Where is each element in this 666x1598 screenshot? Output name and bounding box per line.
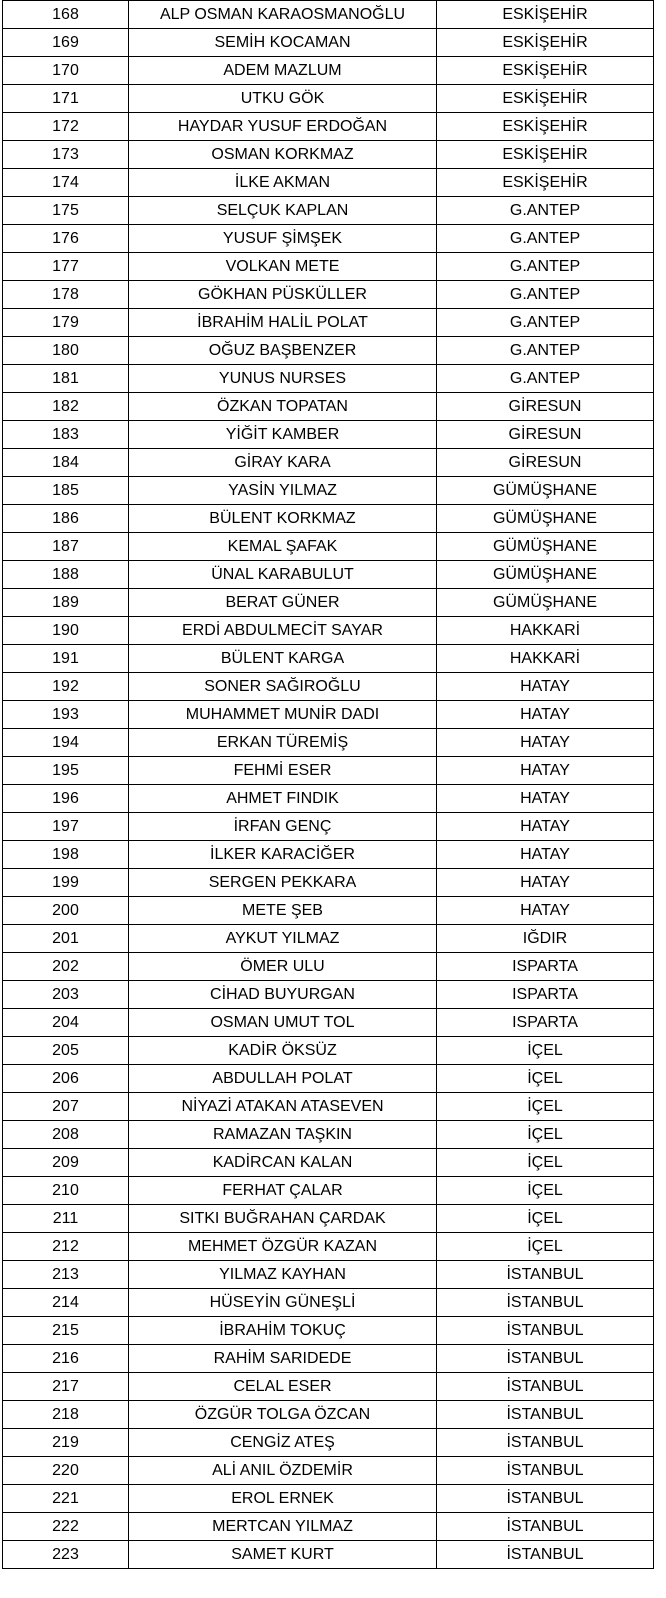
table-row xyxy=(3,1233,654,1261)
city-cell: İÇEL xyxy=(437,1205,654,1233)
name-cell: KEMAL ŞAFAK xyxy=(129,533,437,561)
name-cell: RAMAZAN TAŞKIN xyxy=(129,1121,437,1149)
name-cell: İLKE AKMAN xyxy=(129,169,437,197)
row-number-cell: 179 xyxy=(3,309,129,337)
table-row xyxy=(3,1541,654,1569)
row-number-cell: 200 xyxy=(3,897,129,925)
row-number-cell: 221 xyxy=(3,1485,129,1513)
table-row xyxy=(3,925,654,953)
name-cell: UTKU GÖK xyxy=(129,85,437,113)
city-cell: HAKKARİ xyxy=(437,617,654,645)
city-cell: HATAY xyxy=(437,897,654,925)
row-number-cell: 177 xyxy=(3,253,129,281)
name-cell: SEMİH KOCAMAN xyxy=(129,29,437,57)
city-cell: İSTANBUL xyxy=(437,1457,654,1485)
table-row xyxy=(3,533,654,561)
name-cell: ÖZKAN TOPATAN xyxy=(129,393,437,421)
row-number-cell: 210 xyxy=(3,1177,129,1205)
row-number-cell: 223 xyxy=(3,1541,129,1569)
row-number-cell: 174 xyxy=(3,169,129,197)
city-cell: İSTANBUL xyxy=(437,1289,654,1317)
name-cell: BÜLENT KORKMAZ xyxy=(129,505,437,533)
name-cell: AHMET FINDIK xyxy=(129,785,437,813)
name-cell: İRFAN GENÇ xyxy=(129,813,437,841)
table-row xyxy=(3,309,654,337)
table-row xyxy=(3,1,654,29)
table-row xyxy=(3,337,654,365)
city-cell: İÇEL xyxy=(437,1065,654,1093)
name-cell: YİĞİT KAMBER xyxy=(129,421,437,449)
city-cell: GÜMÜŞHANE xyxy=(437,505,654,533)
row-number-cell: 188 xyxy=(3,561,129,589)
name-cell: METE ŞEB xyxy=(129,897,437,925)
table-row xyxy=(3,729,654,757)
city-cell: HATAY xyxy=(437,869,654,897)
row-number-cell: 204 xyxy=(3,1009,129,1037)
city-cell: ESKİŞEHİR xyxy=(437,1,654,29)
table-row xyxy=(3,421,654,449)
table-row xyxy=(3,1429,654,1457)
name-cell: AYKUT YILMAZ xyxy=(129,925,437,953)
row-number-cell: 192 xyxy=(3,673,129,701)
name-cell: HÜSEYİN GÜNEŞLİ xyxy=(129,1289,437,1317)
name-cell: SITKI BUĞRAHAN ÇARDAK xyxy=(129,1205,437,1233)
table-row xyxy=(3,1485,654,1513)
city-cell: HAKKARİ xyxy=(437,645,654,673)
row-number-cell: 194 xyxy=(3,729,129,757)
name-cell: ÖMER ULU xyxy=(129,953,437,981)
city-cell: İSTANBUL xyxy=(437,1541,654,1569)
table-row xyxy=(3,85,654,113)
city-cell: HATAY xyxy=(437,785,654,813)
name-cell: İBRAHİM HALİL POLAT xyxy=(129,309,437,337)
name-cell: GÖKHAN PÜSKÜLLER xyxy=(129,281,437,309)
table-row xyxy=(3,1401,654,1429)
name-cell: YUNUS NURSES xyxy=(129,365,437,393)
table-row xyxy=(3,561,654,589)
city-cell: İSTANBUL xyxy=(437,1485,654,1513)
table-row xyxy=(3,57,654,85)
table-row xyxy=(3,1177,654,1205)
city-cell: HATAY xyxy=(437,729,654,757)
name-cell: MUHAMMET MUNİR DADI xyxy=(129,701,437,729)
row-number-cell: 219 xyxy=(3,1429,129,1457)
name-cell: FEHMİ ESER xyxy=(129,757,437,785)
city-cell: G.ANTEP xyxy=(437,225,654,253)
table-row xyxy=(3,701,654,729)
name-cell: MERTCAN YILMAZ xyxy=(129,1513,437,1541)
name-cell: ADEM MAZLUM xyxy=(129,57,437,85)
city-cell: G.ANTEP xyxy=(437,309,654,337)
name-cell: CİHAD BUYURGAN xyxy=(129,981,437,1009)
row-number-cell: 216 xyxy=(3,1345,129,1373)
name-cell: SONER SAĞIROĞLU xyxy=(129,673,437,701)
city-cell: İÇEL xyxy=(437,1233,654,1261)
city-cell: ISPARTA xyxy=(437,981,654,1009)
name-cell: OĞUZ BAŞBENZER xyxy=(129,337,437,365)
table-row xyxy=(3,253,654,281)
name-cell: OSMAN KORKMAZ xyxy=(129,141,437,169)
table-row xyxy=(3,981,654,1009)
table-row xyxy=(3,449,654,477)
city-cell: İÇEL xyxy=(437,1177,654,1205)
row-number-cell: 208 xyxy=(3,1121,129,1149)
row-number-cell: 190 xyxy=(3,617,129,645)
table-row xyxy=(3,617,654,645)
city-cell: ESKİŞEHİR xyxy=(437,57,654,85)
name-cell: FERHAT ÇALAR xyxy=(129,1177,437,1205)
city-cell: G.ANTEP xyxy=(437,197,654,225)
table-row xyxy=(3,869,654,897)
table-row xyxy=(3,1065,654,1093)
table-row xyxy=(3,365,654,393)
table-row xyxy=(3,113,654,141)
table-row xyxy=(3,197,654,225)
city-cell: İÇEL xyxy=(437,1149,654,1177)
table-row xyxy=(3,757,654,785)
name-cell: ERKAN TÜREMİŞ xyxy=(129,729,437,757)
row-number-cell: 214 xyxy=(3,1289,129,1317)
table-row xyxy=(3,1373,654,1401)
table-row xyxy=(3,1261,654,1289)
row-number-cell: 202 xyxy=(3,953,129,981)
row-number-cell: 181 xyxy=(3,365,129,393)
name-cell: YILMAZ KAYHAN xyxy=(129,1261,437,1289)
name-cell: CENGİZ ATEŞ xyxy=(129,1429,437,1457)
table-row xyxy=(3,505,654,533)
city-cell: İSTANBUL xyxy=(437,1373,654,1401)
row-number-cell: 220 xyxy=(3,1457,129,1485)
table-row xyxy=(3,169,654,197)
row-number-cell: 207 xyxy=(3,1093,129,1121)
row-number-cell: 185 xyxy=(3,477,129,505)
row-number-cell: 197 xyxy=(3,813,129,841)
name-cell: NİYAZİ ATAKAN ATASEVEN xyxy=(129,1093,437,1121)
name-cell: CELAL ESER xyxy=(129,1373,437,1401)
table-row xyxy=(3,225,654,253)
table-row xyxy=(3,477,654,505)
name-cell: GİRAY KARA xyxy=(129,449,437,477)
table-row xyxy=(3,1037,654,1065)
name-cell: SAMET KURT xyxy=(129,1541,437,1569)
city-cell: G.ANTEP xyxy=(437,365,654,393)
row-number-cell: 191 xyxy=(3,645,129,673)
row-number-cell: 184 xyxy=(3,449,129,477)
row-number-cell: 196 xyxy=(3,785,129,813)
city-cell: HATAY xyxy=(437,673,654,701)
name-cell: ÜNAL KARABULUT xyxy=(129,561,437,589)
table-row xyxy=(3,1289,654,1317)
table-row xyxy=(3,673,654,701)
city-cell: İSTANBUL xyxy=(437,1261,654,1289)
city-cell: GÜMÜŞHANE xyxy=(437,533,654,561)
name-cell: BÜLENT KARGA xyxy=(129,645,437,673)
name-cell: VOLKAN METE xyxy=(129,253,437,281)
row-number-cell: 178 xyxy=(3,281,129,309)
table-row xyxy=(3,1345,654,1373)
row-number-cell: 182 xyxy=(3,393,129,421)
city-cell: GİRESUN xyxy=(437,393,654,421)
city-cell: ESKİŞEHİR xyxy=(437,85,654,113)
table-row xyxy=(3,1205,654,1233)
city-cell: İÇEL xyxy=(437,1037,654,1065)
city-cell: ESKİŞEHİR xyxy=(437,29,654,57)
row-number-cell: 175 xyxy=(3,197,129,225)
row-number-cell: 172 xyxy=(3,113,129,141)
city-cell: İSTANBUL xyxy=(437,1345,654,1373)
table-row xyxy=(3,1121,654,1149)
name-cell: BERAT GÜNER xyxy=(129,589,437,617)
row-number-cell: 170 xyxy=(3,57,129,85)
city-cell: G.ANTEP xyxy=(437,281,654,309)
table-row xyxy=(3,1149,654,1177)
name-cell: EROL ERNEK xyxy=(129,1485,437,1513)
row-number-cell: 206 xyxy=(3,1065,129,1093)
city-cell: İSTANBUL xyxy=(437,1401,654,1429)
city-cell: GİRESUN xyxy=(437,421,654,449)
table-row xyxy=(3,393,654,421)
row-number-cell: 169 xyxy=(3,29,129,57)
city-cell: HATAY xyxy=(437,841,654,869)
name-cell: RAHİM SARIDEDE xyxy=(129,1345,437,1373)
table-row xyxy=(3,1317,654,1345)
city-cell: HATAY xyxy=(437,701,654,729)
row-number-cell: 199 xyxy=(3,869,129,897)
table-row xyxy=(3,785,654,813)
row-number-cell: 183 xyxy=(3,421,129,449)
row-number-cell: 195 xyxy=(3,757,129,785)
name-cell: KADİRCAN KALAN xyxy=(129,1149,437,1177)
row-number-cell: 173 xyxy=(3,141,129,169)
table-row xyxy=(3,29,654,57)
city-cell: ESKİŞEHİR xyxy=(437,113,654,141)
city-cell: GÜMÜŞHANE xyxy=(437,589,654,617)
row-number-cell: 180 xyxy=(3,337,129,365)
city-cell: İSTANBUL xyxy=(437,1317,654,1345)
table-row xyxy=(3,841,654,869)
roster-table-body xyxy=(3,1,654,1569)
table-row xyxy=(3,1093,654,1121)
city-cell: GÜMÜŞHANE xyxy=(437,477,654,505)
city-cell: İSTANBUL xyxy=(437,1429,654,1457)
name-cell: HAYDAR YUSUF ERDOĞAN xyxy=(129,113,437,141)
row-number-cell: 193 xyxy=(3,701,129,729)
table-row xyxy=(3,645,654,673)
row-number-cell: 201 xyxy=(3,925,129,953)
table-row xyxy=(3,1513,654,1541)
city-cell: HATAY xyxy=(437,813,654,841)
roster-table xyxy=(2,0,654,1569)
city-cell: GİRESUN xyxy=(437,449,654,477)
row-number-cell: 217 xyxy=(3,1373,129,1401)
name-cell: MEHMET ÖZGÜR KAZAN xyxy=(129,1233,437,1261)
name-cell: KADİR ÖKSÜZ xyxy=(129,1037,437,1065)
name-cell: SELÇUK KAPLAN xyxy=(129,197,437,225)
city-cell: IĞDIR xyxy=(437,925,654,953)
table-row xyxy=(3,1009,654,1037)
name-cell: ALP OSMAN KARAOSMANOĞLU xyxy=(129,1,437,29)
city-cell: İSTANBUL xyxy=(437,1513,654,1541)
city-cell: G.ANTEP xyxy=(437,253,654,281)
name-cell: ABDULLAH POLAT xyxy=(129,1065,437,1093)
row-number-cell: 186 xyxy=(3,505,129,533)
city-cell: ISPARTA xyxy=(437,953,654,981)
row-number-cell: 213 xyxy=(3,1261,129,1289)
row-number-cell: 209 xyxy=(3,1149,129,1177)
city-cell: G.ANTEP xyxy=(437,337,654,365)
city-cell: İÇEL xyxy=(437,1121,654,1149)
row-number-cell: 203 xyxy=(3,981,129,1009)
row-number-cell: 187 xyxy=(3,533,129,561)
row-number-cell: 168 xyxy=(3,1,129,29)
row-number-cell: 176 xyxy=(3,225,129,253)
name-cell: YUSUF ŞİMŞEK xyxy=(129,225,437,253)
name-cell: SERGEN PEKKARA xyxy=(129,869,437,897)
table-row xyxy=(3,953,654,981)
row-number-cell: 198 xyxy=(3,841,129,869)
row-number-cell: 171 xyxy=(3,85,129,113)
name-cell: İBRAHİM TOKUÇ xyxy=(129,1317,437,1345)
row-number-cell: 211 xyxy=(3,1205,129,1233)
city-cell: ESKİŞEHİR xyxy=(437,141,654,169)
row-number-cell: 205 xyxy=(3,1037,129,1065)
table-row xyxy=(3,281,654,309)
city-cell: ESKİŞEHİR xyxy=(437,169,654,197)
table-row xyxy=(3,589,654,617)
table-row xyxy=(3,1457,654,1485)
city-cell: ISPARTA xyxy=(437,1009,654,1037)
name-cell: YASİN YILMAZ xyxy=(129,477,437,505)
city-cell: GÜMÜŞHANE xyxy=(437,561,654,589)
table-row xyxy=(3,141,654,169)
name-cell: ÖZGÜR TOLGA ÖZCAN xyxy=(129,1401,437,1429)
row-number-cell: 215 xyxy=(3,1317,129,1345)
name-cell: İLKER KARACİĞER xyxy=(129,841,437,869)
row-number-cell: 212 xyxy=(3,1233,129,1261)
name-cell: OSMAN UMUT TOL xyxy=(129,1009,437,1037)
table-row xyxy=(3,897,654,925)
name-cell: ERDİ ABDULMECİT SAYAR xyxy=(129,617,437,645)
table-row xyxy=(3,813,654,841)
name-cell: ALİ ANIL ÖZDEMİR xyxy=(129,1457,437,1485)
city-cell: İÇEL xyxy=(437,1093,654,1121)
row-number-cell: 222 xyxy=(3,1513,129,1541)
row-number-cell: 189 xyxy=(3,589,129,617)
row-number-cell: 218 xyxy=(3,1401,129,1429)
city-cell: HATAY xyxy=(437,757,654,785)
